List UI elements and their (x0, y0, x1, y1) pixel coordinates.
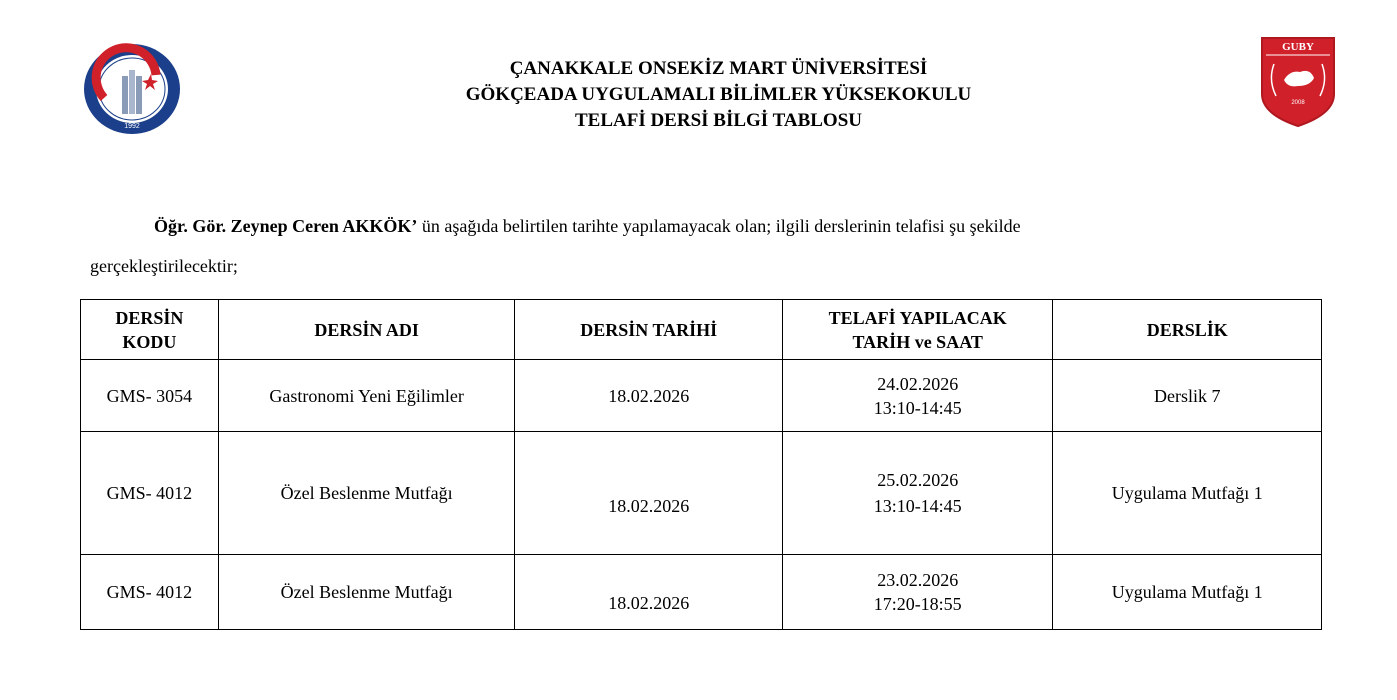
course-name: Özel Beslenme Mutfağı (218, 432, 515, 555)
instructor-name: Öğr. Gör. Zeynep Ceren AKKÖK’ (154, 216, 418, 236)
classroom: Uygulama Mutfağı 1 (1053, 432, 1322, 555)
course-code: GMS- 4012 (81, 432, 219, 555)
classroom: Derslik 7 (1053, 360, 1322, 432)
intro-text-line1: ün aşağıda belirtilen tarihte yapılamayacak olan; ilgili derslerinin telafisi şu şekilde (417, 216, 1021, 236)
course-name: Gastronomi Yeni Eğilimler (218, 360, 515, 432)
makeup-datetime: 25.02.2026 13:10-14:45 (782, 432, 1053, 555)
header-course-date: DERSİN TARİHİ (515, 300, 783, 360)
course-date: 18.02.2026 (515, 360, 783, 432)
shield-year: 2008 (1291, 100, 1305, 106)
table-row (81, 360, 1322, 432)
document-header (0, 56, 1397, 134)
intro-text-line2: gerçekleştirilecektir; (90, 256, 238, 276)
seal-year: 1992 (124, 123, 140, 130)
header-university: ÇANAKKALE ONSEKİZ MART ÜNİVERSİTESİ (509, 58, 928, 79)
course-date: 18.02.2026 (515, 555, 783, 630)
course-date: 18.02.2026 (515, 432, 783, 555)
makeup-datetime: 24.02.2026 13:10-14:45 (782, 360, 1053, 432)
classroom: Uygulama Mutfağı 1 (1053, 555, 1322, 630)
header-school: GÖKÇEADA UYGULAMALI BİLİMLER YÜKSEKOKULU (465, 84, 972, 105)
header-title: TELAFİ DERSİ BİLGİ TABLOSU (574, 110, 863, 131)
header-makeup-datetime: TELAFİ YAPILACAK TARİH ve SAAT (782, 300, 1053, 360)
makeup-class-table (80, 299, 1322, 630)
header-course-name: DERSİN ADI (218, 300, 515, 360)
makeup-datetime: 23.02.2026 17:20-18:55 (782, 555, 1053, 630)
course-code: GMS- 3054 (81, 360, 219, 432)
header-classroom: DERSLİK (1053, 300, 1322, 360)
table-row (81, 432, 1322, 555)
course-name: Özel Beslenme Mutfağı (218, 555, 515, 630)
intro-paragraph (90, 206, 1320, 286)
course-code: GMS- 4012 (81, 555, 219, 630)
header-course-code: DERSİN KODU (81, 300, 219, 360)
table-row (81, 555, 1322, 630)
table-header-row (81, 300, 1322, 360)
shield-label: GUBY (1282, 41, 1314, 53)
